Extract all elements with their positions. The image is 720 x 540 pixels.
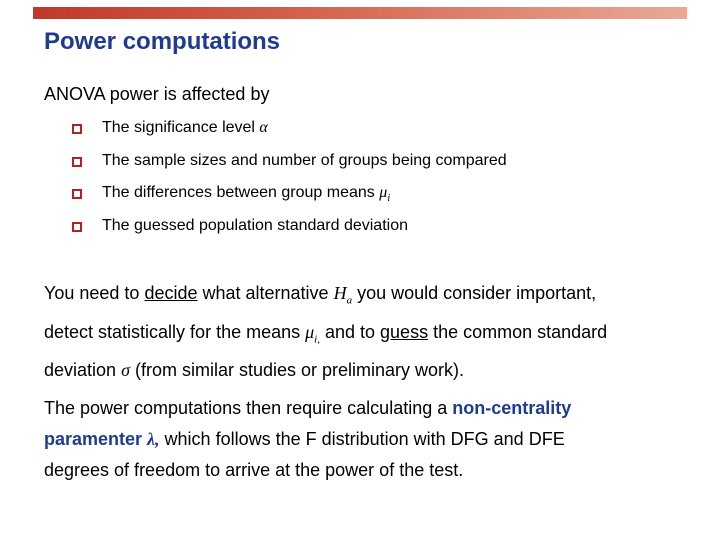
para-text: the common standard: [428, 321, 608, 342]
bullet-text: The differences between group means: [102, 184, 380, 201]
para-text: The power computations then require calculating a: [44, 398, 453, 418]
paragraph-alternative: [44, 278, 694, 386]
square-bullet-icon: [72, 124, 82, 134]
bullet-item: [70, 117, 507, 150]
alpha-symbol: α: [259, 119, 268, 136]
para-text: detect statistically for the means: [44, 321, 306, 342]
para-text: you would consider important,: [352, 283, 597, 303]
bullet-item: [70, 150, 507, 183]
para-text: degrees of freedom to arrive at the power of the test.: [44, 460, 464, 480]
para-text: deviation: [44, 360, 122, 381]
bullet-item: [70, 182, 507, 215]
mu-subscript: i: [387, 192, 391, 205]
square-bullet-icon: [72, 189, 82, 199]
para-text: (from similar studies or preliminary work).: [129, 360, 465, 381]
slide-title: Power computations: [44, 28, 281, 55]
bullet-text: The guessed population standard deviation: [102, 216, 408, 234]
para-text: what alternative: [197, 283, 334, 303]
mu-subscript: i,: [314, 333, 320, 346]
sigma-symbol: σ: [121, 360, 130, 381]
para-text: You need to: [44, 283, 145, 303]
bullet-item: [70, 215, 507, 248]
mu-symbol: μ: [305, 321, 315, 342]
square-bullet-icon: [72, 157, 82, 167]
mu-symbol: μ: [379, 184, 388, 201]
paragraph-power: [44, 393, 694, 486]
bullet-list: [70, 117, 507, 247]
highlight-parameter: paramenter: [44, 429, 148, 449]
square-bullet-icon: [72, 222, 82, 232]
intro-text: ANOVA power is affected by: [44, 84, 270, 104]
para-text: and to: [319, 321, 381, 342]
highlight-noncentrality: non-centrality: [452, 398, 572, 418]
para-text: which follows the F distribution with DFG and DFE: [159, 429, 565, 449]
underlined-guess: guess: [380, 321, 429, 342]
h-subscript: a: [346, 294, 353, 307]
title-accent-bar: [33, 7, 687, 19]
bullet-text: The sample sizes and number of groups being compared: [102, 151, 507, 169]
h-symbol: H: [333, 283, 347, 303]
lambda-symbol: λ,: [147, 429, 160, 449]
underlined-decide: decide: [144, 283, 198, 303]
bullet-text: The significance level: [102, 119, 260, 136]
